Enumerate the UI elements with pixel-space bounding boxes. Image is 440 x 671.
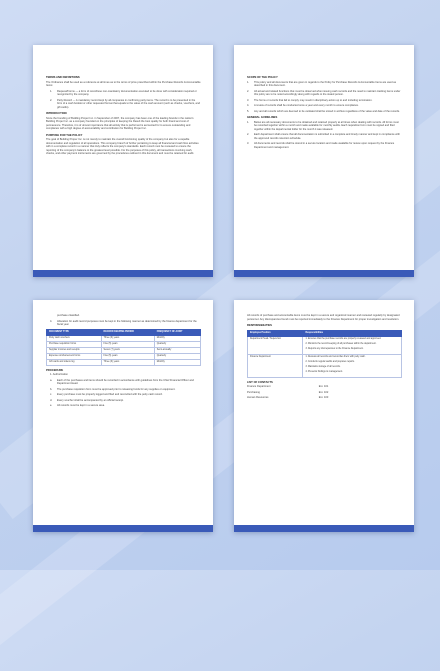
- table-header-cell: Employee Position: [248, 330, 303, 336]
- list-item: 2. All actual and related functions that must be observed when issuing cash records and the need to maintain tracking items under this policy are to be noted accordingly along with regards to the stated person.: [247, 89, 401, 96]
- list-item: Finance Department Ext. 101: [247, 385, 329, 388]
- document-page-4: [234, 300, 414, 532]
- table-header-cell: FREQUENCY OF AUDIT: [154, 329, 200, 335]
- page-footer-bar: [234, 525, 414, 532]
- table-row: Purchase requisition forms Five (5) years Quarterly: [47, 341, 201, 347]
- introduction-text: Since the founding of Building Proper Inc. in September of 2007, the company has been one of the leading brands in the nation's Building Proper Inc. as a company founded on the principles of keeping the Result the best quality for both brand and cost of permanence. Therefore, it is of utmost importance that all activity that is performed is accounted for to ensure outstanding and compliance with a high degree of accountability and contribution for Building Proper Inc.: [46, 116, 194, 130]
- purpose-text: The goal of Building Proper Inc. is not merely to maintain the overall functioning quality of the company but also for a capable documentation and regulation of all operations. This company branch of further pertaining to keep all financial and cash flow activities with in a complete record in a manner that truly reflects the company's standards. Each record must be reviewed to ensure the reporting of the company's balance to the greatest level possible. For the purposes of this policy, all transactions involving cash, checks, and other payment instruments are governed by the procedures outlined in this document and must be retained for audit.: [46, 138, 199, 155]
- list-item: 1. Below are all necessary documents to be obtained and retained properly at all times when dealing with records. All forms must be recorded together within a month and made available for monthly audits. Each requisition form must be signed and filed together within the departmental folder for the month it was released.: [247, 120, 399, 131]
- table-row: Gift cards and tokens log Three (3) years Monthly: [47, 359, 201, 365]
- list-item: 5. Any and all records which are deemed to be outdated shall be stored in archive regardless of the value and date of the records.: [247, 109, 400, 113]
- list-item: 2. Each department shall ensure that all documentation is submitted in a complete and timely manner and kept in compliance with the approved records retention schedule.: [247, 133, 400, 140]
- page-footer-bar: [33, 525, 213, 532]
- list-item: b. The purchase requisition form must be approved prior to releasing funds for any supplies or equipment.: [50, 387, 176, 391]
- responsibilities-table: [247, 330, 402, 378]
- list-item: 1. This policy and all documents that are given in regards to the Policy for Purchase Records & Accountable Items are used as described in this document.: [247, 80, 397, 87]
- purpose-heading: PURPOSE FOR THE POLICY: [46, 133, 83, 137]
- introduction-heading: INTRODUCTION: [46, 112, 67, 115]
- list-item: 4. Allocation for audit record purposes must be kept in the following manner as determined by the finance department for the fiscal year.: [50, 319, 197, 326]
- table-row: Finance Department 1. Reviews all records and reconciles them with petty cash. 2. Conducts regular audits and prepares reports. 3. Maintains storage of all records. 4. Presents findings to management.: [248, 354, 402, 377]
- list-item: e. All records must be kept in a secure area.: [50, 404, 105, 407]
- table-row: Petty cash vouchers Three (3) years Monthly: [47, 335, 201, 341]
- table-row: Supplier invoices and receipts Seven (7) years Semi-annually: [47, 347, 201, 353]
- general-guidelines-heading: GENERAL GUIDELINES: [247, 116, 278, 119]
- scope-heading: SCOPE OF THE POLICY: [247, 76, 278, 79]
- table-header-cell: DOCUMENT TYPE: [47, 329, 102, 335]
- page-footer-bar: [234, 270, 414, 277]
- terms-intro: The Ordinance shall be used as a reference at all times as to the terms of price prescribed within the Purchase Records & Accountable Items:: [46, 80, 201, 87]
- record-keeping-table: [46, 329, 201, 366]
- list-item: a. Each of the purchases and items should be recorded in accordance with guidelines from the Chief Financial Officer and Department Head.: [50, 378, 194, 385]
- responsibilities-heading: RESPONSIBILITIES: [247, 324, 272, 327]
- list-item: purchase classified.: [57, 314, 80, 317]
- procedure-heading: PROCEDURE: [46, 368, 64, 372]
- document-page-2: [234, 45, 414, 277]
- list-item: 3. The forms or records that fail to comply may result in disciplinary action up to and including termination.: [247, 98, 373, 102]
- list-item: 1. Request/Forms — a form of record/use non-mandatory documentation executed to be done with consideration required or recognized by the company.: [50, 89, 197, 96]
- list-item: Purchasing Ext. 102: [247, 390, 329, 394]
- table-row: Expense reimbursement forms Five (5) years Quarterly: [47, 353, 201, 359]
- contacts-heading: LIST OF CONTACTS: [247, 380, 273, 384]
- table-header-cell: RECORD KEEPING PERIOD: [101, 329, 154, 335]
- terms-heading: TERMS AND DEFINITIONS: [46, 76, 80, 79]
- list-item: d. Every voucher shall be accompanied by an official receipt.: [50, 398, 124, 402]
- page-footer-bar: [33, 270, 213, 277]
- procedure-subheading: 1. Authorization: [50, 373, 68, 376]
- table-row: Department Head / Supervisor 1. Ensures that the purchase records are properly reviewed and approved. 2. Monitors the record keeping of all purchases within the department. 3. Reports any discrepancies to the Finance Department.: [248, 336, 402, 354]
- list-item: 2. Petty Record — A mandatory record kept by all companies in confirming petty items. The record is to be presented in the form of a cash booklet or other requested format that equals to the value of the cash amount (such as checks, vouchers, and gift cards).: [50, 98, 200, 109]
- table-header-cell: Responsibilities: [303, 330, 402, 336]
- list-item: 4. A review of records shall be conducted once a year and every month to ensure compliance.: [247, 104, 359, 107]
- document-page-3: [33, 300, 213, 532]
- list-item: 3. All documents and records shall be stored in a secure location and made available for review upon request by the Finance Department and management.: [247, 142, 395, 149]
- document-page-1: [33, 45, 213, 277]
- list-item: Human Resources Ext. 103: [247, 396, 329, 399]
- page-4-intro: All records of purchase and accountable items must be kept in a secure and organized manner and reviewed regularly by designated personnel. Any discrepancies found must be reported immediately to the Finance Department for proper investigation and resolution.: [247, 314, 400, 321]
- list-item: c. Every purchase must be properly logged and filed and reconciled with the petty cash record.: [50, 393, 163, 396]
